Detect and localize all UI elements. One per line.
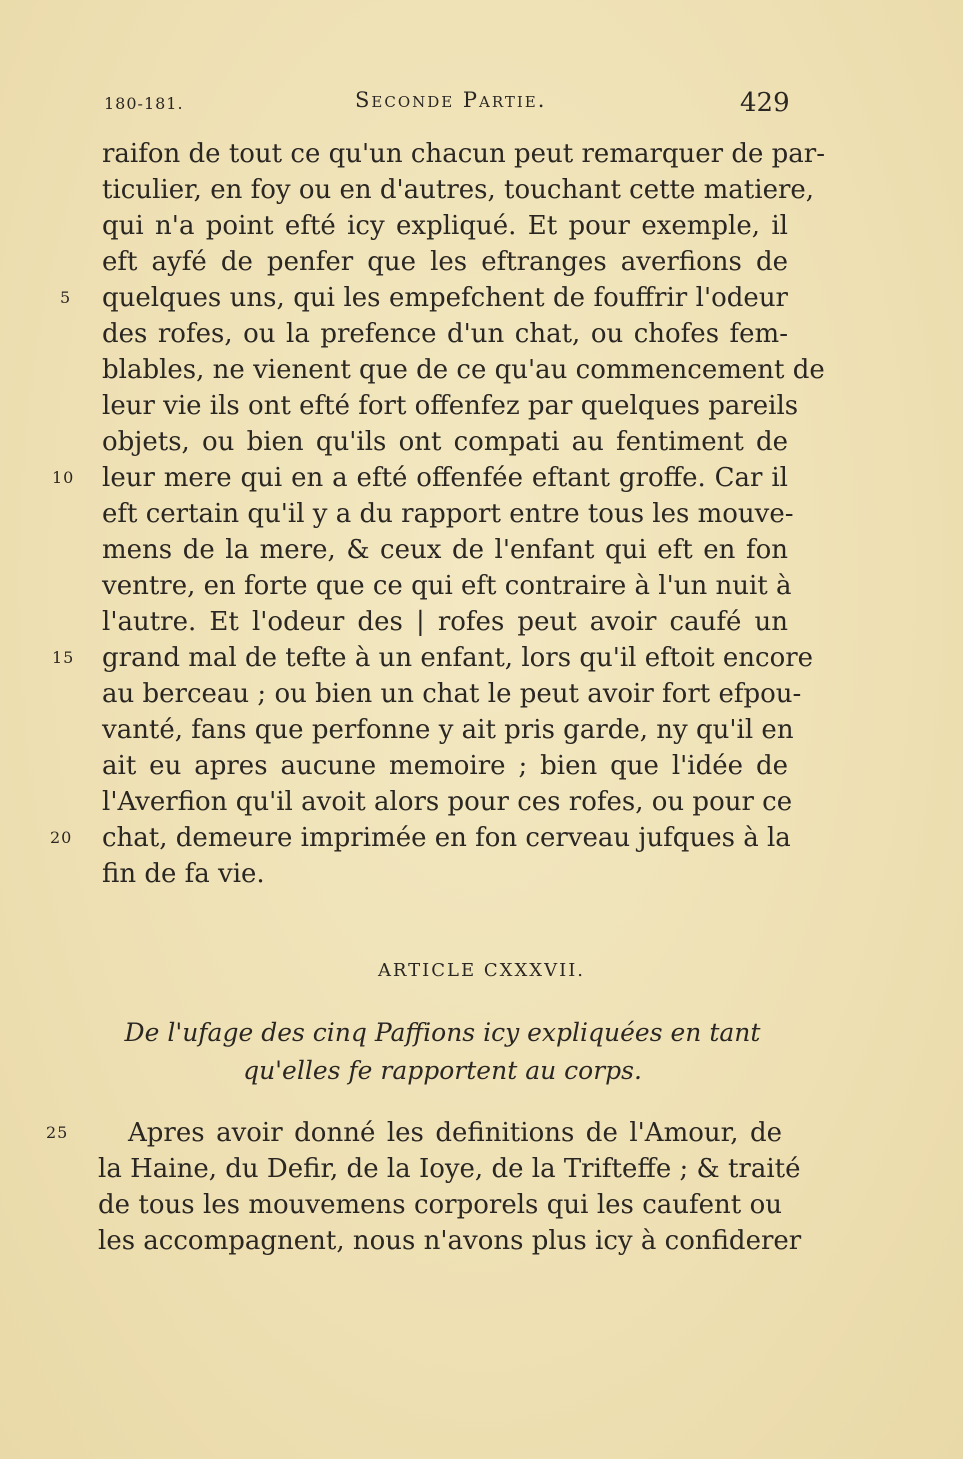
text-line: la Haine, du Defir, de la Ioye, de la Trifteffe ; & traité [98, 1154, 801, 1184]
line-number: 5 [60, 288, 72, 307]
article-title: ARTICLE CXXXVII. [377, 960, 586, 981]
line-number: 25 [46, 1123, 69, 1142]
text-line: chat, demeure imprimée en fon cerveau jufques à la [102, 823, 791, 853]
text-line: les accompagnent, nous n'avons plus icy à confiderer [98, 1226, 802, 1256]
text-line: vanté, fans que perfonne y ait pris garde, ny qu'il en [102, 715, 794, 745]
text-line: l'Averfion qu'il avoit alors pour ces rofes, ou pour ce [102, 787, 793, 817]
text-line: fin de fa vie. [102, 859, 265, 889]
text-line: au berceau ; ou bien un chat le peut avoir fort efpou- [102, 679, 802, 709]
text-line: leur mere qui en a efté offenfée eftant groffe. Car il [102, 463, 788, 493]
text-line: ticulier, en foy ou en d'autres, touchant cette matiere, [102, 175, 815, 205]
article-heading: qu'elles fe rapportent au corps. [243, 1056, 642, 1085]
text-line: de tous les mouvemens corporels qui les caufent ou [98, 1190, 782, 1220]
text-line: ventre, en forte que ce qui eft contraire à l'un nuit à [102, 571, 792, 601]
part-title: Seconde Partie. [355, 88, 547, 112]
running-head [0, 88, 963, 118]
article-heading: De l'ufage des cinq Paffions icy expliquées en tant [124, 1018, 761, 1047]
text-line: blables, ne vienent que de ce qu'au commencement de [102, 355, 825, 385]
text-line: des rofes, ou la prefence d'un chat, ou chofes fem- [102, 319, 788, 349]
text-line: l'autre. Et l'odeur des | rofes peut avoir caufé un [102, 607, 788, 637]
text-line: raifon de tout ce qu'un chacun peut remarquer de par- [102, 139, 826, 169]
text-line: Apres avoir donné les definitions de l'Amour, de [128, 1118, 782, 1148]
line-number: 15 [52, 648, 75, 667]
text-line: qui n'a point efté icy expliqué. Et pour exemple, il [102, 211, 788, 241]
text-line: grand mal de tefte à un enfant, lors qu'il eftoit encore [102, 643, 814, 673]
text-line: leur vie ils ont efté fort offenfez par quelques pareils [102, 391, 799, 421]
text-line: mens de la mere, & ceux de l'enfant qui eft en fon [102, 535, 788, 565]
text-line: ait eu apres aucune memoire ; bien que l'idée de [102, 751, 788, 781]
text-line: quelques uns, qui les empefchent de fouffrir l'odeur [102, 283, 788, 313]
text-line: eft certain qu'il y a du rapport entre tous les mouve- [102, 499, 794, 529]
article-range: 180-181. [104, 94, 184, 113]
page-number: 429 [740, 88, 790, 118]
line-number: 20 [50, 828, 73, 847]
text-line: eft ayfé de penfer que les eftranges averfions de [102, 247, 788, 277]
text-line: objets, ou bien qu'ils ont compati au fentiment de [102, 427, 788, 457]
line-number: 10 [52, 468, 75, 487]
